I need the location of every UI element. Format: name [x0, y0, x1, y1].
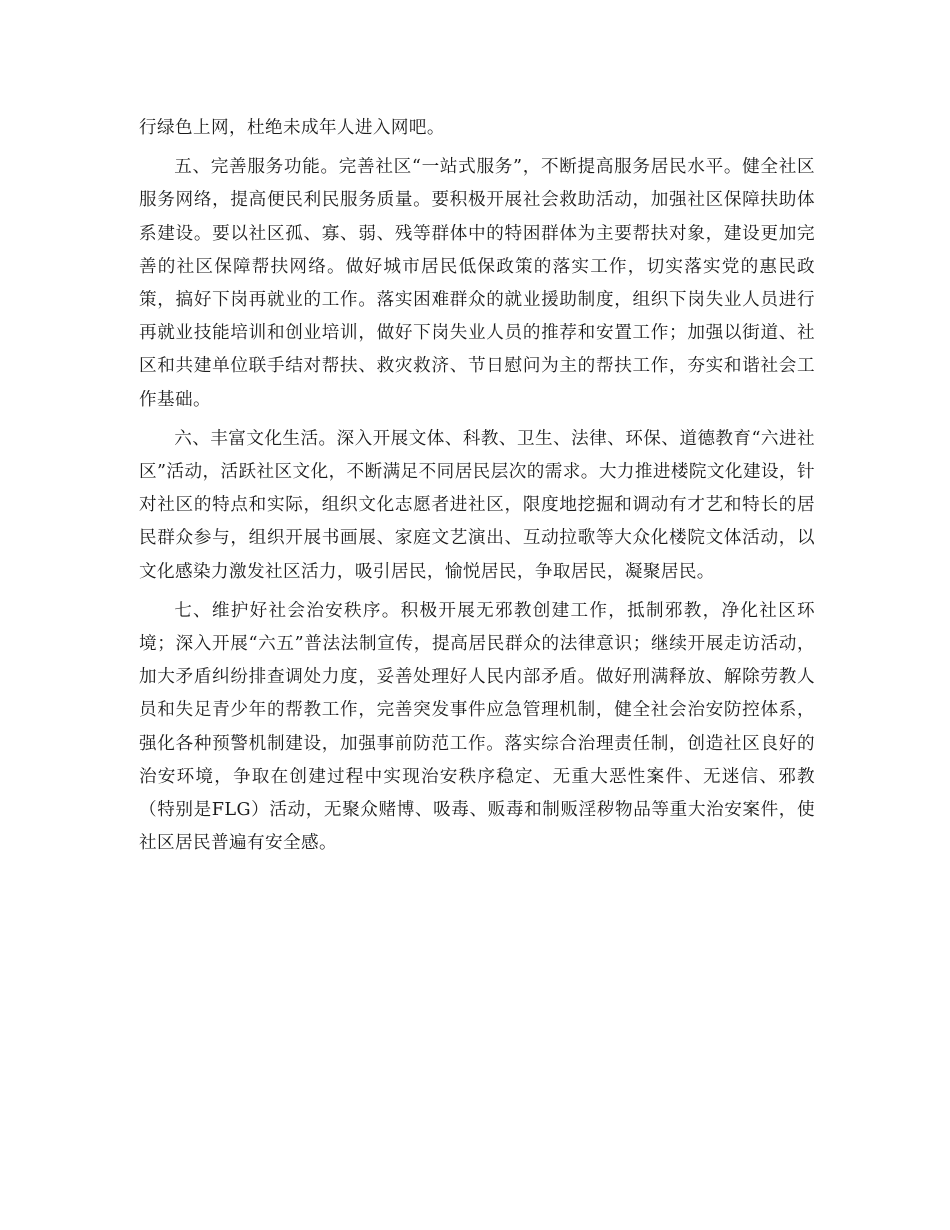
- paragraph-service-functions: 五、完善服务功能。完善社区“一站式服务”，不断提高服务居民水平。健全社区服务网络，提高便民利民服务质量。要积极开展社会救助活动，加强社区保障扶助体系建设。要以社区孤、寡、弱、残等群体中的特困群体为主要帮扶对象，建设更加完善的社区保障帮扶网络。做好城市居民低保政策的落实工作，切实落实党的惠民政策，搞好下岗再就业的工作。落实困难群众的就业援助制度，组织下岗失业人员进行再就业技能培训和创业培训，做好下岗失业人员的推荐和安置工作；加强以街道、社区和共建单位联手结对帮扶、救灾救济、节日慰问为主的帮扶工作，夯实和谐社会工作基础。: [139, 157, 815, 410]
- paragraph-continuation: 行绿色上网，杜绝未成年人进入网吧。: [139, 118, 445, 138]
- paragraph-public-security: 七、维护好社会治安秩序。积极开展无邪教创建工作，抵制邪教，净化社区环境；深入开展“六五”普法法制宣传，提高居民群众的法律意识；继续开展走访活动，加大矛盾纠纷排查调处力度，妥善处理好人民内部矛盾。做好刑满释放、解除劳教人员和失足青少年的帮教工作，完善突发事件应急管理机制，健全社会治安防控体系，强化各种预警机制建设，加强事前防范工作。落实综合治理责任制，创造社区良好的治安环境，争取在创建过程中实现治安秩序稳定、无重大恶性案件、无迷信、邪教（特别是FLG）活动，无聚众赌博、吸毒、贩毒和制贩淫秽物品等重大治安案件，使社区居民普遍有安全感。: [139, 600, 815, 854]
- paragraph-cultural-life: 六、丰富文化生活。深入开展文体、科教、卫生、法律、环保、道德教育“六进社区”活动，活跃社区文化，不断满足不同居民层次的需求。大力推进楼院文化建设，针对社区的特点和实际，组织文化志愿者进社区，限度地挖掘和调动有才艺和特长的居民群众参与，组织开展书画展、家庭文艺演出、互动拉歌等大众化楼院文体活动，以文化感染力激发社区活力，吸引居民，愉悦居民，争取居民，凝聚居民。: [139, 428, 815, 582]
- document-body: [139, 112, 815, 866]
